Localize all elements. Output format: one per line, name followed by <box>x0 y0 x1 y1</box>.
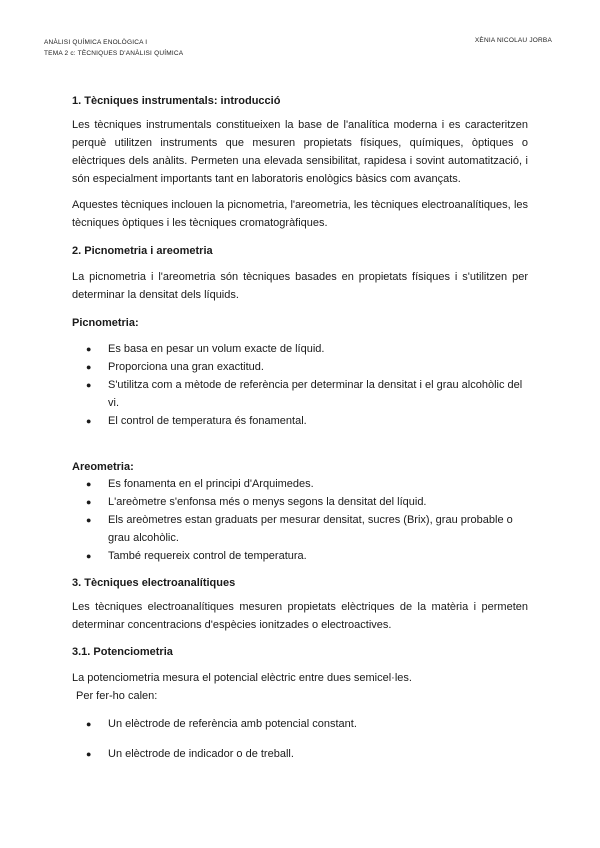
author-name: XÈNIA NICOLAU JORBA <box>474 37 552 44</box>
section-3-1-heading: 3.1. Potenciometria <box>72 646 173 658</box>
section-3-1-paragraph-line-1: La potenciometria mesura el potencial elèctric entre dues semicel·les. <box>72 672 412 684</box>
list-item: ● Es fonamenta en el principi d'Arquimedes. <box>72 475 528 493</box>
section-3-1-paragraph-line-2: Per fer-ho calen: <box>76 690 158 702</box>
list-item: ● Un elèctrode de indicador o de treball. <box>72 745 528 763</box>
running-header-left <box>44 37 183 59</box>
section-3-paragraph: Les tècniques electroanalítiques mesuren propietats elèctriques de la matèria i permeten determinar concentracions d'espècies ionitzades o electroactives. <box>72 601 528 631</box>
section-3-heading: 3. Tècniques electroanalítiques <box>72 577 236 589</box>
section-2-paragraph: La picnometria i l'areometria són tècniques basades en propietats físiques i s'utilitzen per determinar la densitat dels líquids. <box>72 271 528 301</box>
section-1-paragraph-1: Les tècniques instrumentals constitueixen la base de l'analítica moderna i es caracteritzen perquè utilitzen instruments que mesuren propietats físiques, químiques, òptiques o elèctriques dels anàlits. Permeten una elevada sensibilitat, rapidesa i sovint automatització, i són especialment importants tant en laboratoris enològics bàsics com avançats. <box>72 119 528 185</box>
section-1-heading: 1. Tècniques instrumentals: introducció <box>72 95 281 107</box>
section-1-paragraph-2: Aquestes tècniques inclouen la picnometria, l'areometria, les tècniques electroanalítiques, les tècniques òptiques i les tècniques cromatogràfiques. <box>72 199 528 229</box>
picnometria-list <box>72 340 528 430</box>
document-body <box>72 94 528 763</box>
potenciometria-list <box>72 715 528 763</box>
topic-title: TEMA 2 c: TÈCNIQUES D'ANÀLISI QUÍMICA <box>44 50 184 57</box>
list-item: ● Proporciona una gran exactitud. <box>72 358 528 376</box>
list-item: ● El control de temperatura és fonamental. <box>72 412 528 430</box>
picnometria-heading: Picnometria: <box>72 317 139 329</box>
course-title: ANÀLISI QUÍMICA ENOLÒGICA I <box>44 39 148 46</box>
areometria-heading: Areometria: <box>72 461 134 473</box>
section-2-heading: 2. Picnometria i areometria <box>72 245 213 257</box>
list-item: ● Els areòmetres estan graduats per mesurar densitat, sucres (Brix), grau probable o grau alcohòlic. <box>72 511 528 547</box>
list-item: ● També requereix control de temperatura. <box>72 547 528 565</box>
list-item: ● Es basa en pesar un volum exacte de líquid. <box>72 340 528 358</box>
list-item: ● Un elèctrode de referència amb potencial constant. <box>72 715 528 733</box>
areometria-list <box>72 475 528 565</box>
list-item: ● L'areòmetre s'enfonsa més o menys segons la densitat del líquid. <box>72 493 528 511</box>
list-item: ● S'utilitza com a mètode de referència per determinar la densitat i el grau alcohòlic del vi. <box>72 376 528 412</box>
